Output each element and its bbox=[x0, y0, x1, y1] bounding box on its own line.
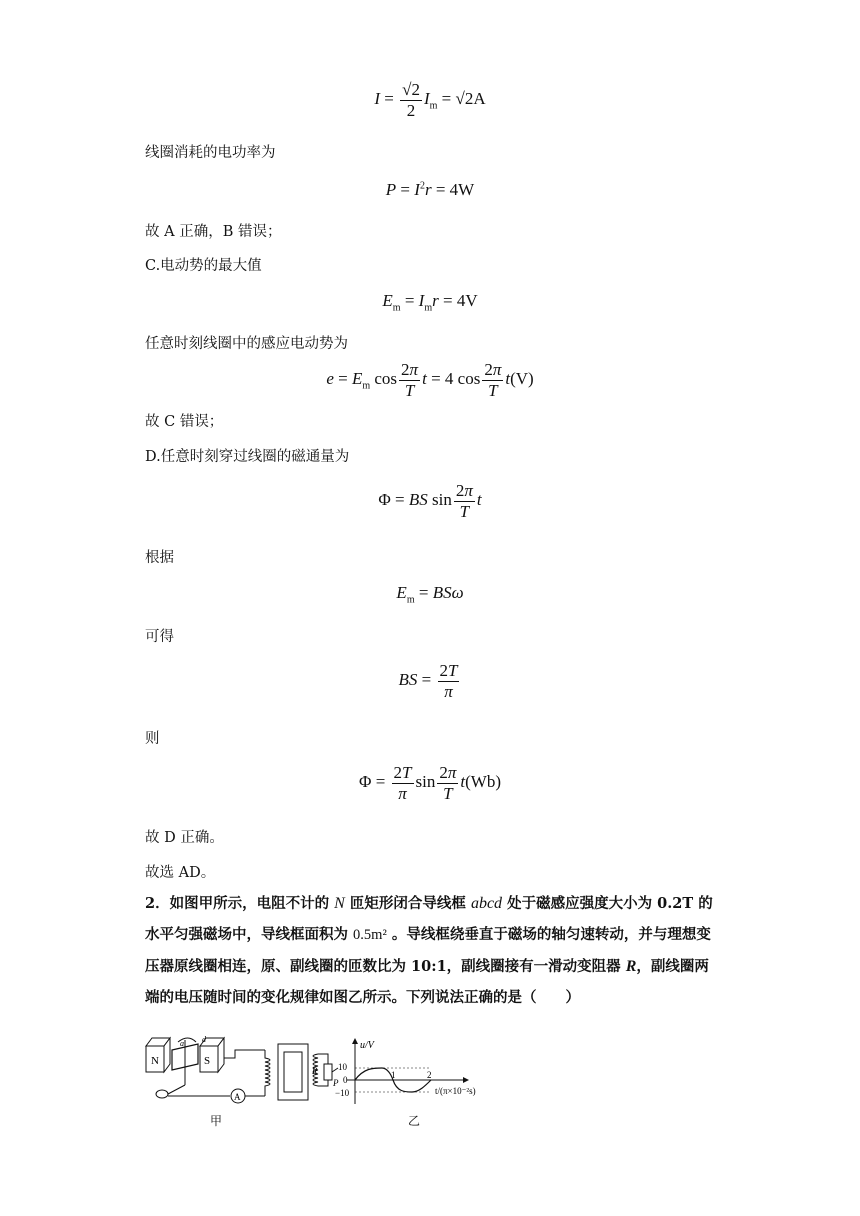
text-line: 线圈消耗的电功率为 bbox=[145, 145, 276, 161]
equation-emf-max: $E_m = I_mr = 4V$ bbox=[382, 291, 478, 314]
equation-power: $P = I^2r = 4W$ bbox=[385, 180, 475, 199]
question-2: 2．如图甲所示，电阻不计的 N 匝矩形闭合导线框 abcd 处于磁感应强度大小为 0.2T 的水平匀强磁场中，导线框面积为 0.5m² 。导线框绕垂直于磁场的轴匀速转动，并与理想变压器原线圈相连，原、副线圈的匝数比为 10:1，副线圈接有一滑动变阻器 R，副线圈两端的电压随时间的变化规律如图乙所示。下列说法正确的是（ ） bbox=[145, 895, 713, 1006]
rheostat-icon bbox=[324, 1064, 332, 1080]
tick-2: 2 bbox=[427, 1070, 432, 1080]
tick-1: 1 bbox=[391, 1070, 396, 1080]
equation-emf-bs: $E_m = BS\omega$ bbox=[396, 583, 464, 606]
x-axis-label: t/(π×10⁻²s) bbox=[435, 1086, 476, 1096]
magnet-n-label: N bbox=[151, 1055, 159, 1067]
text-line: 根据 bbox=[145, 550, 174, 566]
circuit-figure bbox=[140, 1030, 350, 1110]
corner-d-label: d bbox=[202, 1035, 206, 1044]
voltage-graph bbox=[335, 1036, 510, 1106]
equation-flux: Φ = BS sin $\frac{2\pi}{T}$ t bbox=[378, 481, 482, 521]
figure-caption-right: 乙 bbox=[408, 1114, 421, 1128]
equation-emf: $e = E_m$ cos $\frac{2\pi}{T}$ t = 4 cos $\frac{2\pi}{T}$ t(V) bbox=[326, 360, 534, 400]
equation-bs: BS = $\frac{2T}{\pi}$ bbox=[398, 661, 458, 701]
text-line: 故选 AD。 bbox=[145, 865, 216, 881]
text-line: 则 bbox=[145, 731, 160, 747]
corner-a-label: a bbox=[180, 1039, 184, 1048]
text-line: 故 A 正确，B 错误； bbox=[145, 224, 282, 240]
y-axis-label: u/V bbox=[360, 1040, 374, 1051]
text-line: 故 D 正确。 bbox=[145, 830, 224, 846]
area-value: 0.5m² bbox=[353, 927, 387, 943]
equation-current: I = $\frac{√2}{2}$ $I_m = √2A$ bbox=[374, 80, 486, 120]
tick-10: 10 bbox=[338, 1062, 347, 1072]
tick-neg10: −10 bbox=[335, 1088, 350, 1098]
text-line: 可得 bbox=[145, 629, 174, 645]
equation-flux-final: Φ = $\frac{2T}{\pi}$ sin $\frac{2\pi}{T}$ t(Wb) bbox=[359, 763, 501, 803]
ammeter-label: A bbox=[234, 1092, 241, 1102]
resistor-label: R bbox=[312, 1066, 318, 1076]
figure-caption-left: 甲 bbox=[210, 1114, 223, 1128]
magnet-s-label: S bbox=[204, 1055, 211, 1067]
text-line: 任意时刻线圈中的感应电动势为 bbox=[145, 336, 348, 352]
text-line: 故 C 错误； bbox=[145, 414, 224, 430]
text-line: D.任意时刻穿过线圈的磁通量为 bbox=[145, 449, 350, 465]
tick-0: 0 bbox=[343, 1075, 348, 1085]
question-number: 2 bbox=[145, 895, 156, 912]
text-line: C.电动势的最大值 bbox=[145, 258, 262, 274]
slider-label: P bbox=[333, 1078, 339, 1088]
